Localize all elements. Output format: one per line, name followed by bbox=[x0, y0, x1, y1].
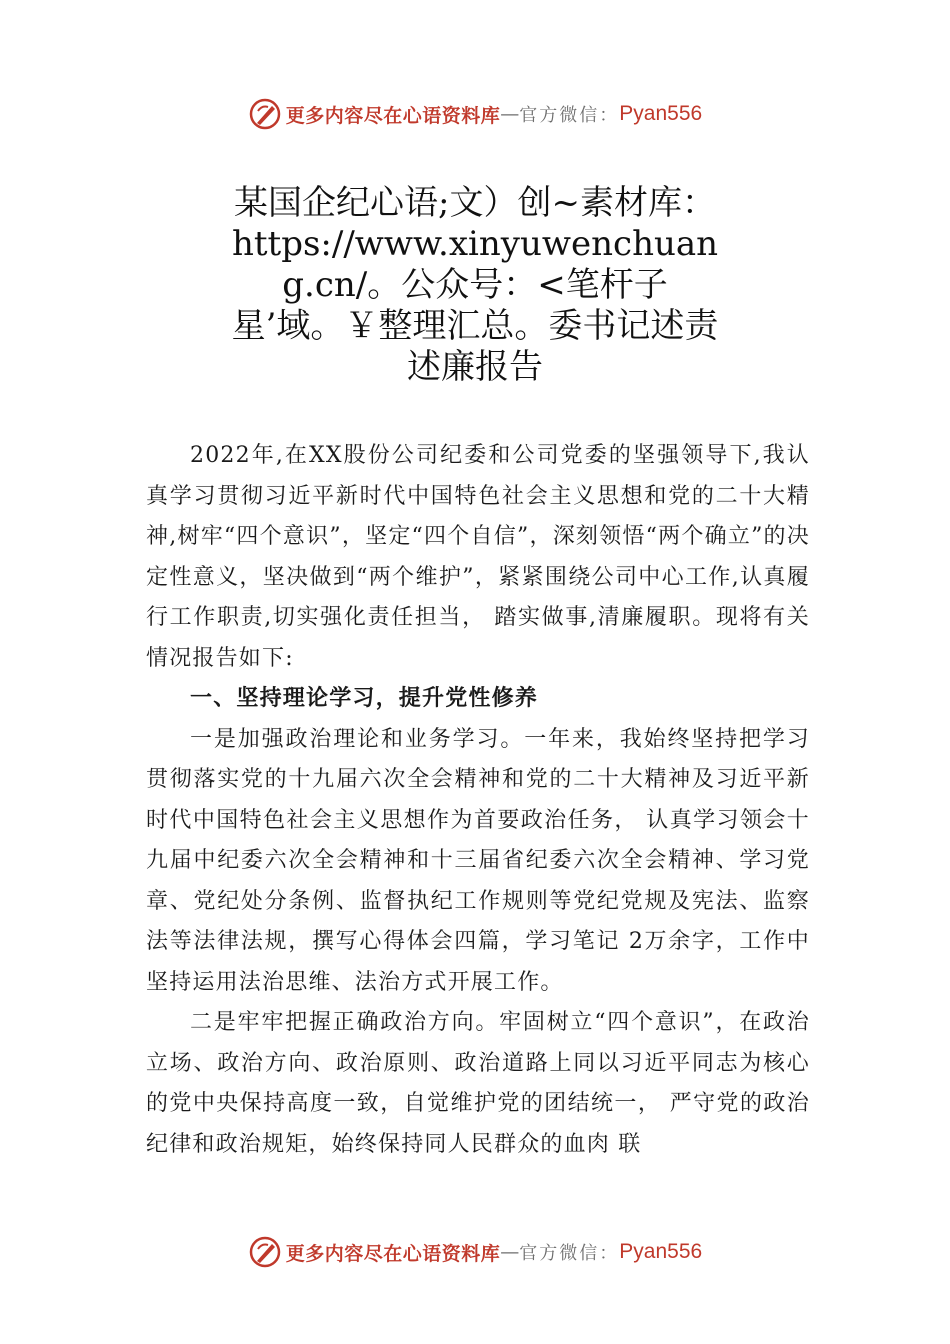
document-body bbox=[146, 436, 810, 1165]
wechat-id: Pyan556 bbox=[619, 1240, 703, 1263]
wechat-id: Pyan556 bbox=[619, 102, 703, 125]
brand-text: 更多内容尽在心语资料库 bbox=[285, 1242, 501, 1265]
header-banner bbox=[0, 94, 950, 134]
paragraph-study: 一是加强政治理论和业务学习。一年来，我始终坚持把学习贯彻落实党的十九届六次全会精神和党的二十大精神及习近平新时代中国特色社会主义思想作为首要政治任务， 认真学习领会十九届中纪委六次全会精神和十三届省纪委六次全会精神、学习党章、党纪处分条例、监督执纪工作规则等党纪党规及宪法、监察法等法律法规，撰写心得体会四篇，学习笔记 2万余字，工作中坚持运用法治思维、法治方式开展工作。 bbox=[146, 726, 810, 995]
wechat-label: 官方微信： bbox=[519, 1243, 620, 1264]
pen-logo-icon bbox=[248, 1235, 282, 1269]
footer-banner bbox=[0, 1232, 950, 1272]
pen-logo-icon bbox=[248, 97, 282, 131]
wechat-label: 官方微信： bbox=[519, 105, 620, 126]
paragraph-politics: 二是牢牢把握正确政治方向。牢固树立“四个意识”，在政治立场、政治方向、政治原则、政治道路上同以习近平同志为核心的党中央保持高度一致，自觉维护党的团结统一， 严守党的政治纪律和政治规矩，始终保持同人民群众的血肉 联 bbox=[146, 1010, 810, 1157]
brand-text: 更多内容尽在心语资料库 bbox=[285, 104, 501, 127]
banner-dash: — bbox=[500, 1241, 520, 1263]
document-title: 某国企纪心语;文）创~素材库：https://www.xinyuwenchuang.cn/。公众号：<笔杆子星’域。￥整理汇总。委书记述责述廉报告 bbox=[231, 183, 719, 387]
banner-dash: — bbox=[500, 103, 520, 125]
paragraph-intro: 2022年,在XX股份公司纪委和公司党委的坚强领导下,我认真学习贯彻习近平新时代中国特色社会主义思想和党的二十大精神,树牢“四个意识”，坚定“四个自信”，深刻领悟“两个确立”的决定性意义，坚决做到“两个维护”，紧紧围绕公司中心工作,认真履行工作职责,切实强化责任担当， 踏实做事,清廉履职。现将有关情况报告如下: bbox=[146, 443, 810, 671]
section-heading: 一、坚持理论学习，提升党性修养 bbox=[190, 686, 539, 711]
